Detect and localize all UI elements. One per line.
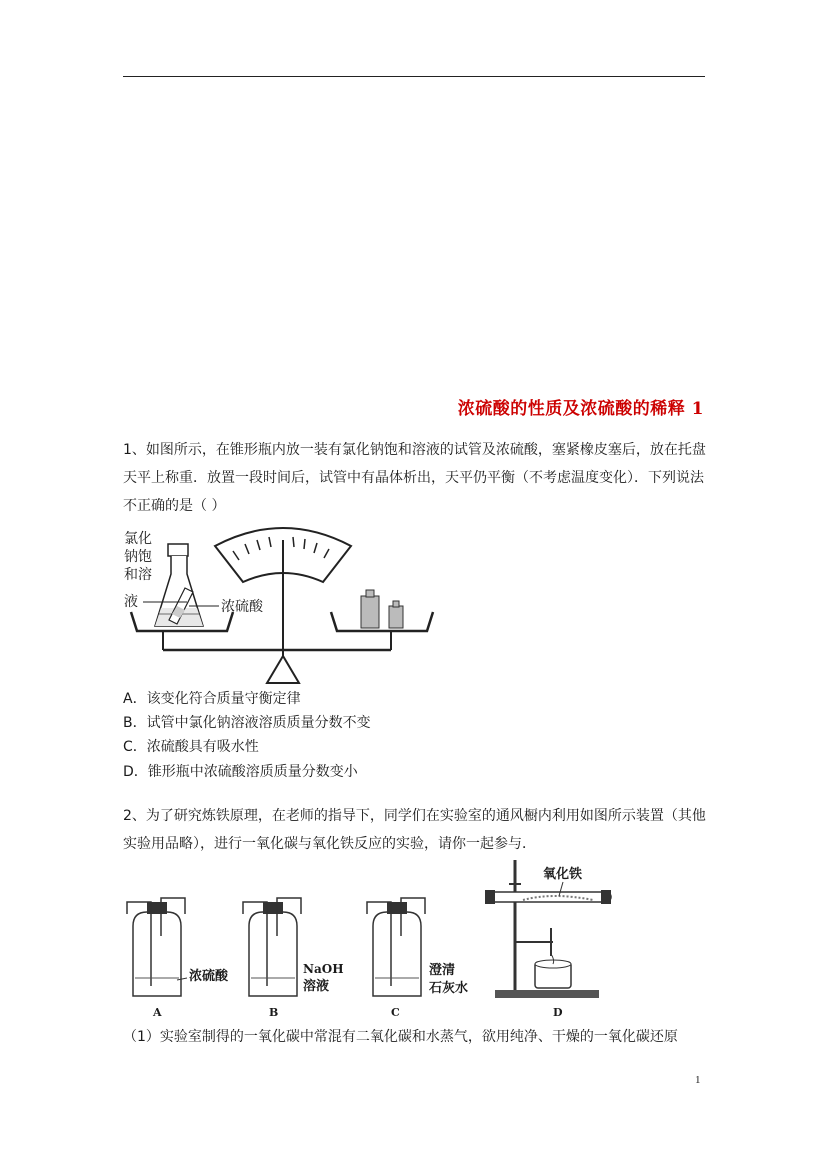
acid-label: 浓硫酸 xyxy=(221,599,263,615)
bottle-c-label-2: 石灰水 xyxy=(429,981,469,996)
flask-label-line-4: 液 xyxy=(124,594,138,610)
bottle-a-letter: A xyxy=(153,1006,162,1019)
bottle-c xyxy=(367,898,468,1019)
bottle-b xyxy=(243,898,344,1019)
question-2-sub-1: （1）实验室制得的一氧化碳中常混有二氧化碳和水蒸气，欲用纯净、干燥的一氧化碳还原 xyxy=(123,1029,678,1045)
bottle-c-label-1: 澄清 xyxy=(429,963,456,978)
apparatus-figure xyxy=(123,856,613,1022)
bottle-b-letter: B xyxy=(269,1006,279,1019)
bottle-b-label-2: 溶液 xyxy=(303,979,330,994)
question-2-stem: 2、为了研究炼铁原理，在老师的指导下，同学们在实验室的通风橱内利用如图所示装置（其他实验用品略），进行一氧化碳与氧化铁反应的实验，请你一起参与． xyxy=(123,808,706,852)
page-number: 1 xyxy=(695,1074,701,1086)
flask-label-line-1: 氯化 xyxy=(124,531,152,547)
flask-label-line-2: 钠饱 xyxy=(124,549,152,565)
page-title: 浓硫酸的性质及浓硫酸的稀释 1 xyxy=(457,399,704,419)
option-d: D．锥形瓶中浓硫酸溶质质量分数变小 xyxy=(123,764,358,780)
stand-label: 氧化铁 xyxy=(543,867,583,882)
bottle-c-letter: C xyxy=(391,1006,400,1019)
question-1-stem: 1、如图所示，在锥形瓶内放一装有氯化钠饱和溶液的试管及浓硫酸，塞紧橡皮塞后，放在托盘天平上称重．放置一段时间后，试管中有晶体析出，天平仍平衡（不考虑温度变化）．下列说法不正确的是（ ） xyxy=(123,442,706,514)
bottle-b-label-1: NaOH xyxy=(303,962,344,976)
flask-label-line-3: 和溶 xyxy=(124,567,152,583)
iron-stand-d xyxy=(485,860,611,1019)
option-a: A．该变化符合质量守衡定律 xyxy=(123,691,301,707)
option-c: C．浓硫酸具有吸水性 xyxy=(123,739,259,755)
bottle-a xyxy=(127,898,229,1019)
option-b: B．试管中氯化钠溶液溶质质量分数不变 xyxy=(123,715,371,731)
header-rule xyxy=(123,76,705,77)
balance-figure xyxy=(123,516,443,688)
stand-letter: D xyxy=(553,1006,563,1019)
bottle-a-label: 浓硫酸 xyxy=(189,969,229,984)
